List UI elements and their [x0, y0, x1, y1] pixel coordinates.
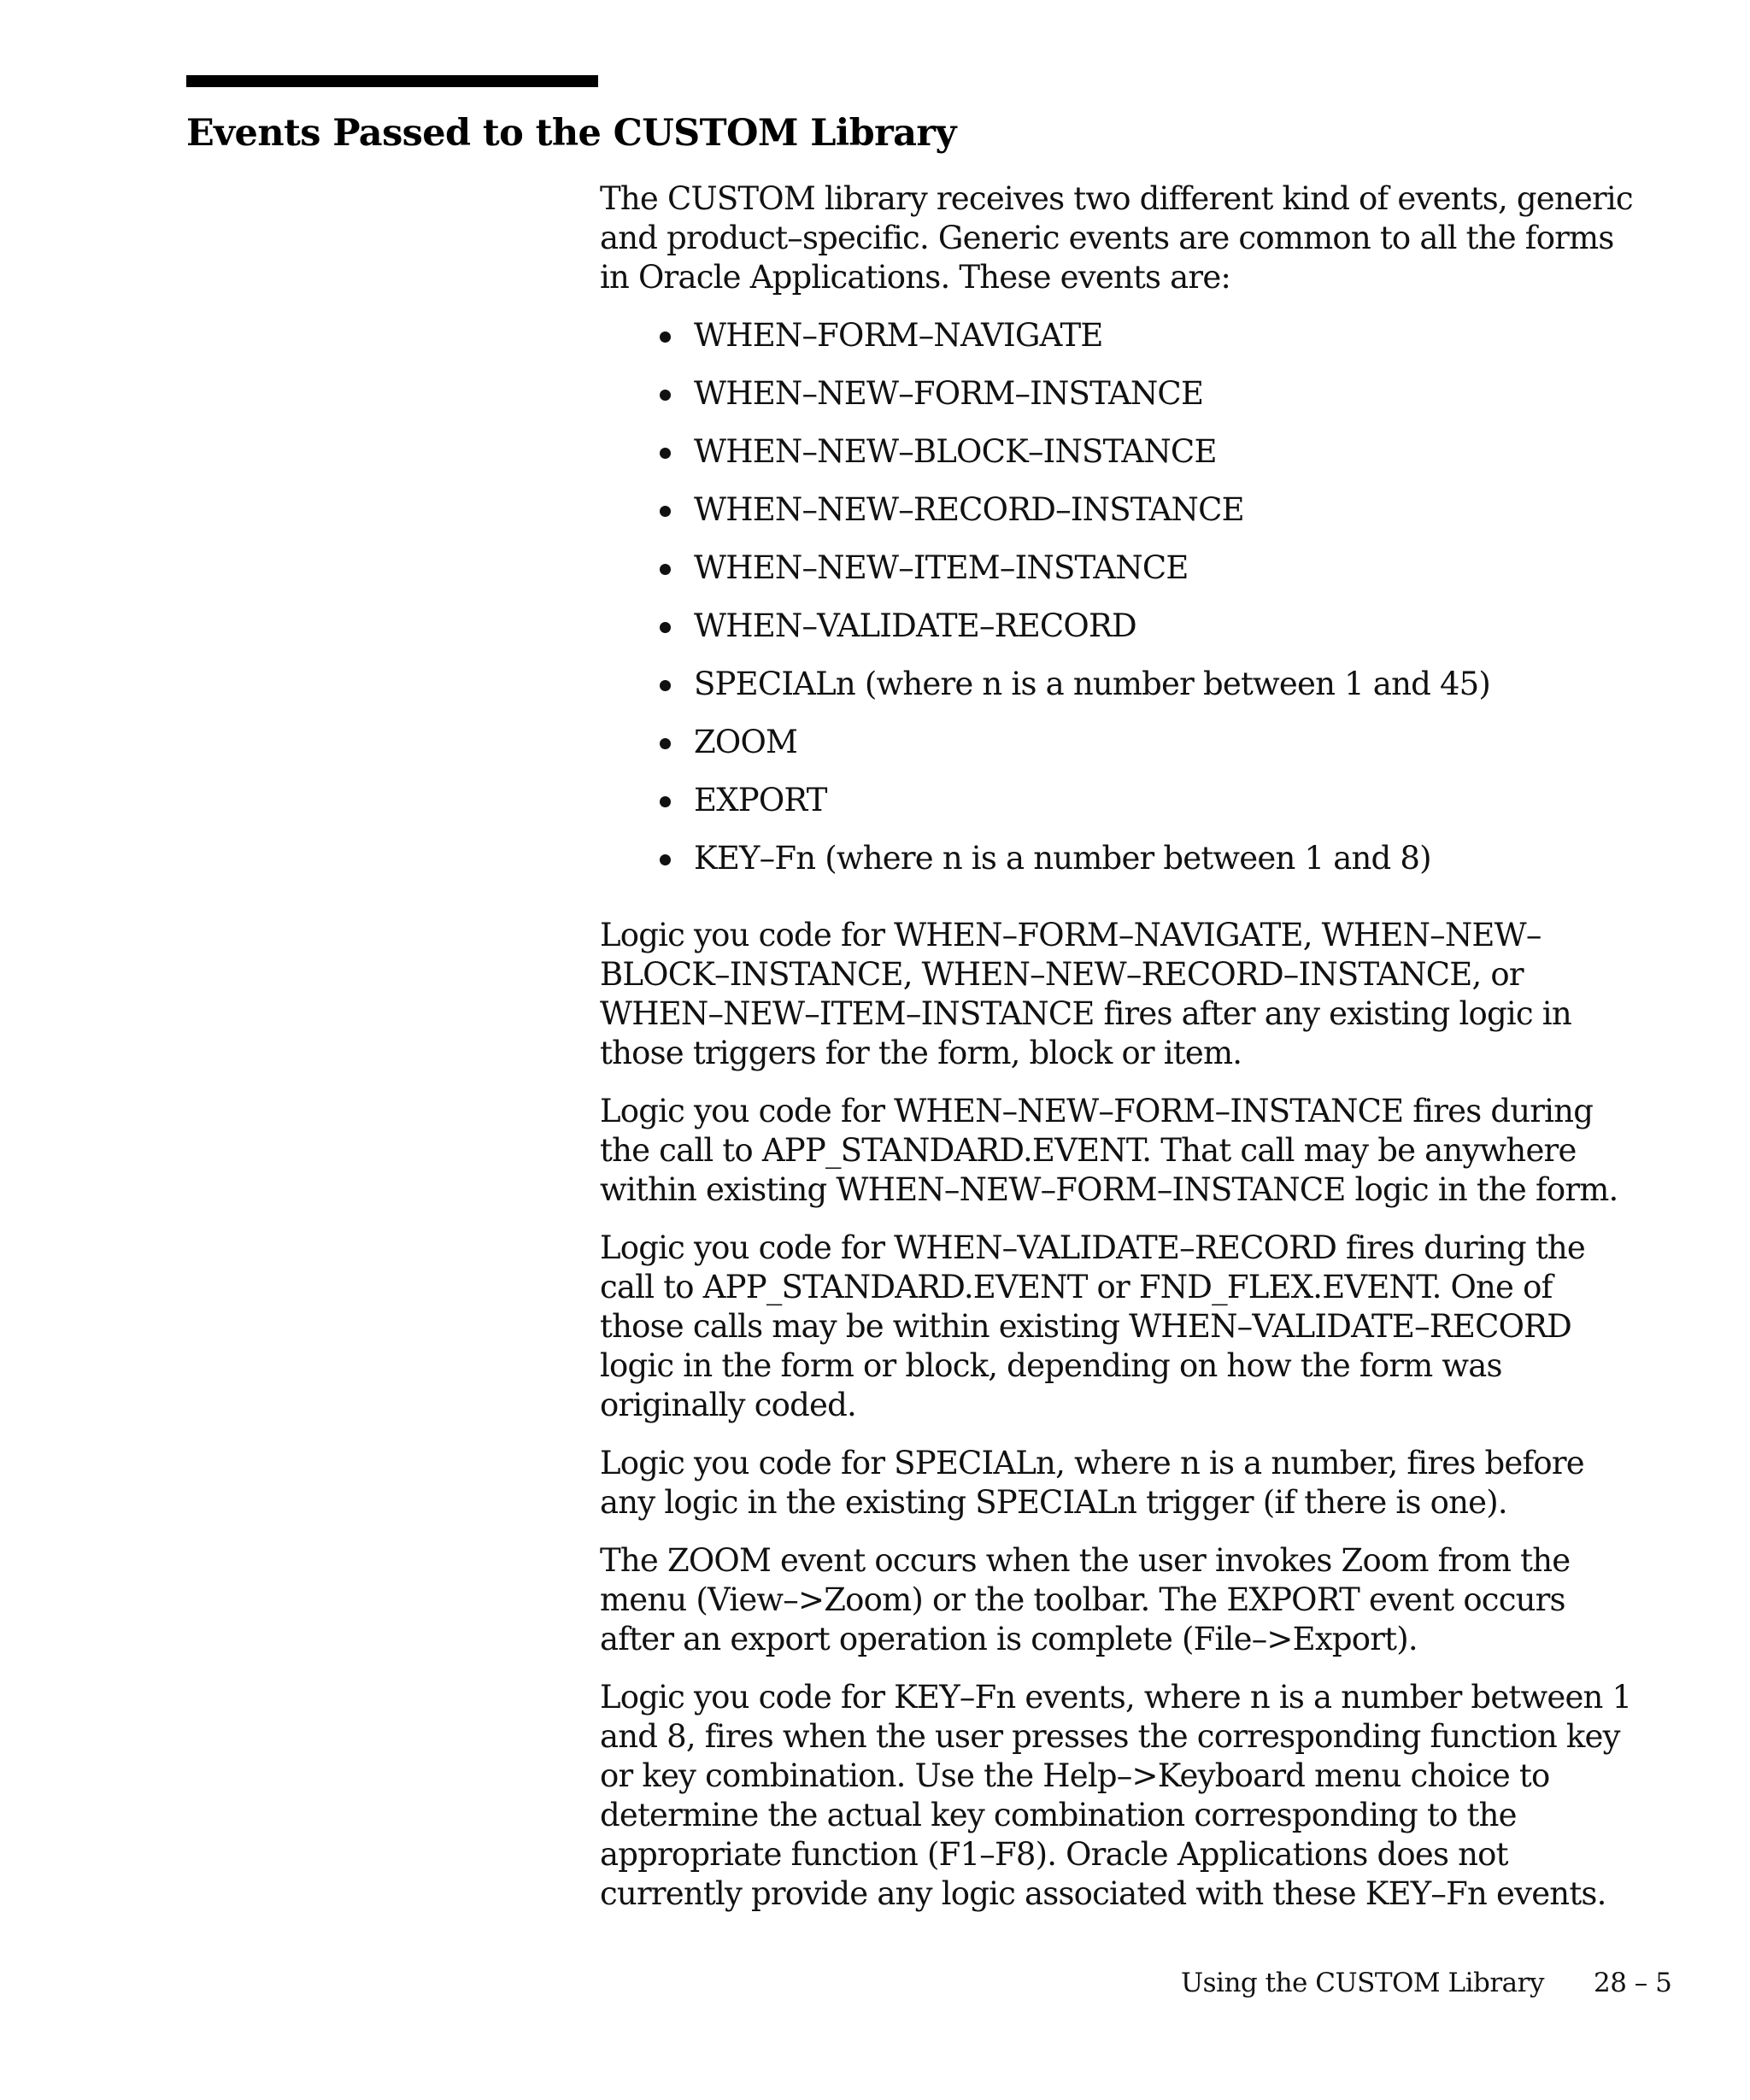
section-rule — [186, 75, 598, 87]
footer-page-number: 28 – 5 — [1593, 1968, 1672, 1998]
section-heading: Events Passed to the CUSTOM Library — [186, 112, 956, 155]
event-label: WHEN–NEW–RECORD–INSTANCE — [694, 491, 1244, 528]
body-column — [600, 179, 1642, 1933]
page-footer — [1181, 1968, 1671, 1998]
bullet-icon — [660, 448, 671, 459]
event-label: ZOOM — [694, 724, 798, 760]
event-list-item — [600, 781, 1642, 839]
bullet-icon — [660, 738, 671, 749]
event-label: SPECIALn (where n is a number between 1 and 45) — [694, 666, 1491, 702]
paragraph-new-form-instance: Logic you code for WHEN–NEW–FORM–INSTANCE fires during the call to APP_STANDARD.EVENT. That call may be anywhere within existing WHEN–NEW–FORM–INSTANCE logic in the form. — [600, 1093, 1618, 1208]
event-list-item — [600, 374, 1642, 432]
event-label: WHEN–VALIDATE–RECORD — [694, 607, 1136, 644]
bullet-icon — [660, 796, 671, 807]
event-label: WHEN–FORM–NAVIGATE — [694, 317, 1103, 354]
paragraph-special-n: Logic you code for SPECIALn, where n is a number, fires before any logic in the existing SPECIALn trigger (if there is one). — [600, 1445, 1584, 1521]
event-label: WHEN–NEW–BLOCK–INSTANCE — [694, 433, 1217, 470]
bullet-icon — [660, 506, 671, 517]
event-label: KEY–Fn (where n is a number between 1 and 8) — [694, 840, 1431, 877]
paragraph-navigate-triggers: Logic you code for WHEN–FORM–NAVIGATE, WHEN–NEW–BLOCK–INSTANCE, WHEN–NEW–RECORD–INSTANCE, or WHEN–NEW–ITEM–INSTANCE fires after any existing logic in those triggers for the form, block or item. — [600, 917, 1571, 1071]
event-list — [600, 316, 1642, 897]
bullet-icon — [660, 854, 671, 865]
event-list-item — [600, 316, 1642, 374]
intro-paragraph: The CUSTOM library receives two different kind of events, generic and product–specific. Generic events are common to all the forms in Oracle Applications. These events are: — [600, 180, 1633, 296]
event-list-item — [600, 607, 1642, 665]
event-list-item — [600, 432, 1642, 490]
event-list-item — [600, 665, 1642, 723]
event-list-item — [600, 839, 1642, 897]
event-label: WHEN–NEW–FORM–INSTANCE — [694, 375, 1204, 412]
bullet-icon — [660, 680, 671, 691]
bullet-icon — [660, 390, 671, 401]
event-list-item — [600, 723, 1642, 781]
bullet-icon — [660, 331, 671, 343]
event-list-item — [600, 490, 1642, 548]
footer-chapter-title: Using the CUSTOM Library — [1181, 1968, 1544, 1998]
bullet-icon — [660, 622, 671, 633]
paragraph-key-fn: Logic you code for KEY–Fn events, where n is a number between 1 and 8, fires when the user presses the corresponding function key or key combination. Use the Help–>Keyboard menu choice to determine the actual key combination corresponding to the appropriate function (F1–F8). Oracle Applications does not currently provide any logic associated with these KEY–Fn events. — [600, 1679, 1632, 1912]
event-label: WHEN–NEW–ITEM–INSTANCE — [694, 549, 1189, 586]
event-label: EXPORT — [694, 782, 827, 818]
bullet-icon — [660, 564, 671, 575]
event-list-item — [600, 548, 1642, 607]
paragraph-validate-record: Logic you code for WHEN–VALIDATE–RECORD fires during the call to APP_STANDARD.EVENT or FND_FLEX.EVENT. One of those calls may be within existing WHEN–VALIDATE–RECORD logic in the form or block, depending on how the form was originally coded. — [600, 1229, 1585, 1423]
paragraph-zoom-export: The ZOOM event occurs when the user invokes Zoom from the menu (View–>Zoom) or the toolbar. The EXPORT event occurs after an export operation is complete (File–>Export). — [600, 1542, 1571, 1657]
